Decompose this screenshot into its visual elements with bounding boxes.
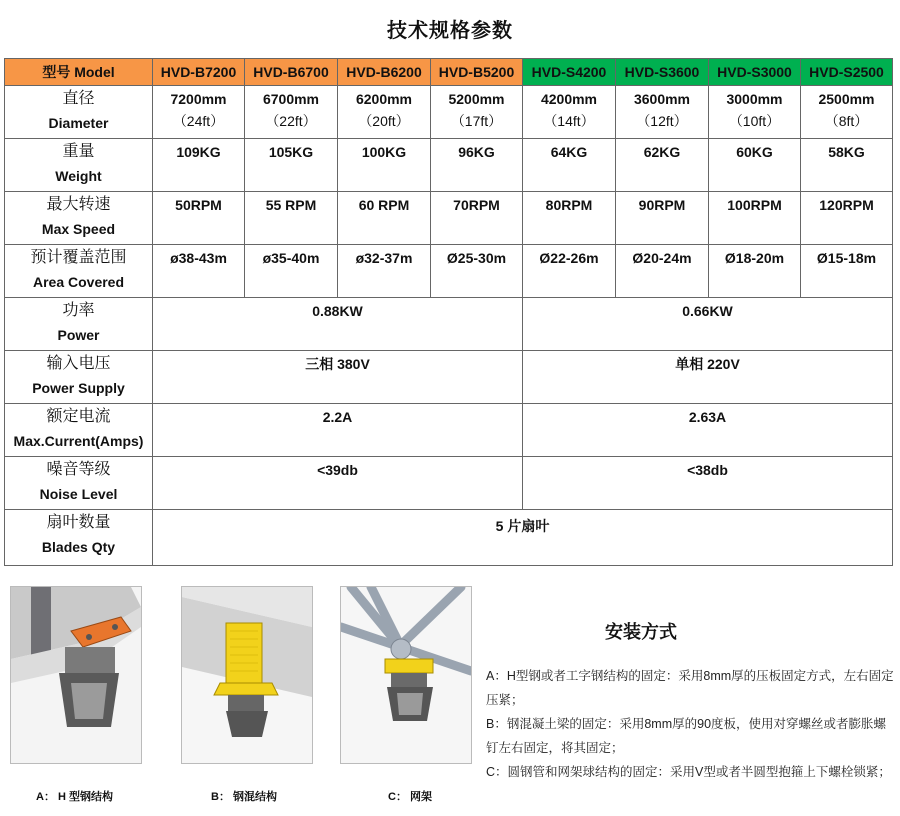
model-cell: HVD-S3000: [709, 59, 801, 86]
table-cell: <39db: [153, 457, 523, 510]
table-cell: 3000mm （10ft）: [709, 86, 801, 139]
caption-b: B： 钢混结构: [211, 791, 277, 803]
table-cell: 3600mm （12ft）: [616, 86, 709, 139]
table-row-speed: [5, 192, 893, 245]
table-cell: 109KG: [153, 139, 245, 192]
table-cell: 120RPM: [801, 192, 893, 245]
model-cell: HVD-S3600: [616, 59, 709, 86]
spec-table: [4, 58, 893, 566]
row-label: 额定电流 Max.Current(Amps): [5, 404, 153, 457]
table-row-blades: [5, 510, 893, 566]
table-cell: 60KG: [709, 139, 801, 192]
table-cell: 96KG: [431, 139, 523, 192]
model-cell: HVD-S4200: [523, 59, 616, 86]
model-cell: HVD-B7200: [153, 59, 245, 86]
table-cell: 6200mm （20ft）: [338, 86, 431, 139]
install-item-b: B：钢混凝土梁的固定：采用8mm厚的90度板，使用对穿螺丝或者膨胀螺钉左右固定，将其固定；: [486, 717, 887, 755]
table-cell: Ø15-18m: [801, 245, 893, 298]
table-cell: 2.2A: [153, 404, 523, 457]
table-cell: 三相 380V: [153, 351, 523, 404]
mount-image-space-frame: [340, 586, 472, 764]
caption-c: C： 网架: [388, 791, 432, 803]
table-cell: 105KG: [245, 139, 338, 192]
install-title: 安装方式: [605, 622, 677, 642]
table-cell: Ø25-30m: [431, 245, 523, 298]
row-label: 噪音等级 Noise Level: [5, 457, 153, 510]
table-cell: Ø22-26m: [523, 245, 616, 298]
table-row-power: [5, 298, 893, 351]
table-cell: 0.88KW: [153, 298, 523, 351]
table-cell: 55 RPM: [245, 192, 338, 245]
table-cell: ø32-37m: [338, 245, 431, 298]
table-cell: Ø18-20m: [709, 245, 801, 298]
table-cell: ø38-43m: [153, 245, 245, 298]
page-title: 技术规格参数: [387, 20, 513, 42]
table-row-diameter: [5, 86, 893, 139]
row-label: 功率 Power: [5, 298, 153, 351]
model-cell: HVD-S2500: [801, 59, 893, 86]
row-label: 预计覆盖范围 Area Covered: [5, 245, 153, 298]
table-cell: 80RPM: [523, 192, 616, 245]
install-instructions: [486, 664, 896, 784]
table-row-area: [5, 245, 893, 298]
install-item-a: A：H型钢或者工字钢结构的固定：采用8mm厚的压板固定方式，左右固定压紧；: [486, 669, 894, 707]
table-cell: Ø20-24m: [616, 245, 709, 298]
model-cell: HVD-B5200: [431, 59, 523, 86]
table-cell: 5200mm （17ft）: [431, 86, 523, 139]
table-cell: 60 RPM: [338, 192, 431, 245]
table-row-noise: [5, 457, 893, 510]
table-cell: 单相 220V: [523, 351, 893, 404]
table-cell: 50RPM: [153, 192, 245, 245]
table-cell: 90RPM: [616, 192, 709, 245]
table-header-row: [5, 59, 893, 86]
table-row-supply: [5, 351, 893, 404]
table-cell: ø35-40m: [245, 245, 338, 298]
table-cell: 100RPM: [709, 192, 801, 245]
mount-image-concrete: [181, 586, 313, 764]
caption-a: A： H 型钢结构: [36, 791, 113, 803]
table-cell: 7200mm （24ft）: [153, 86, 245, 139]
table-cell: 2500mm （8ft）: [801, 86, 893, 139]
table-row-current: [5, 404, 893, 457]
table-cell: 0.66KW: [523, 298, 893, 351]
row-label: 直径 Diameter: [5, 86, 153, 139]
row-label: 输入电压 Power Supply: [5, 351, 153, 404]
table-cell: 70RPM: [431, 192, 523, 245]
table-cell: 64KG: [523, 139, 616, 192]
model-cell: HVD-B6700: [245, 59, 338, 86]
table-cell: 62KG: [616, 139, 709, 192]
table-cell: <38db: [523, 457, 893, 510]
row-label: 扇叶数量 Blades Qty: [5, 510, 153, 566]
table-cell: 5 片扇叶: [153, 510, 893, 566]
install-item-c: C：圆钢管和网架球结构的固定：采用V型或者半圆型抱箍上下螺栓锁紧；: [486, 765, 891, 779]
row-label: 最大转速 Max Speed: [5, 192, 153, 245]
table-cell: 100KG: [338, 139, 431, 192]
table-cell: 4200mm （14ft）: [523, 86, 616, 139]
table-cell: 6700mm （22ft）: [245, 86, 338, 139]
header-label: 型号 Model: [5, 59, 153, 86]
table-cell: 2.63A: [523, 404, 893, 457]
mount-image-h-beam: [10, 586, 142, 764]
table-row-weight: [5, 139, 893, 192]
table-cell: 58KG: [801, 139, 893, 192]
row-label: 重量 Weight: [5, 139, 153, 192]
model-cell: HVD-B6200: [338, 59, 431, 86]
